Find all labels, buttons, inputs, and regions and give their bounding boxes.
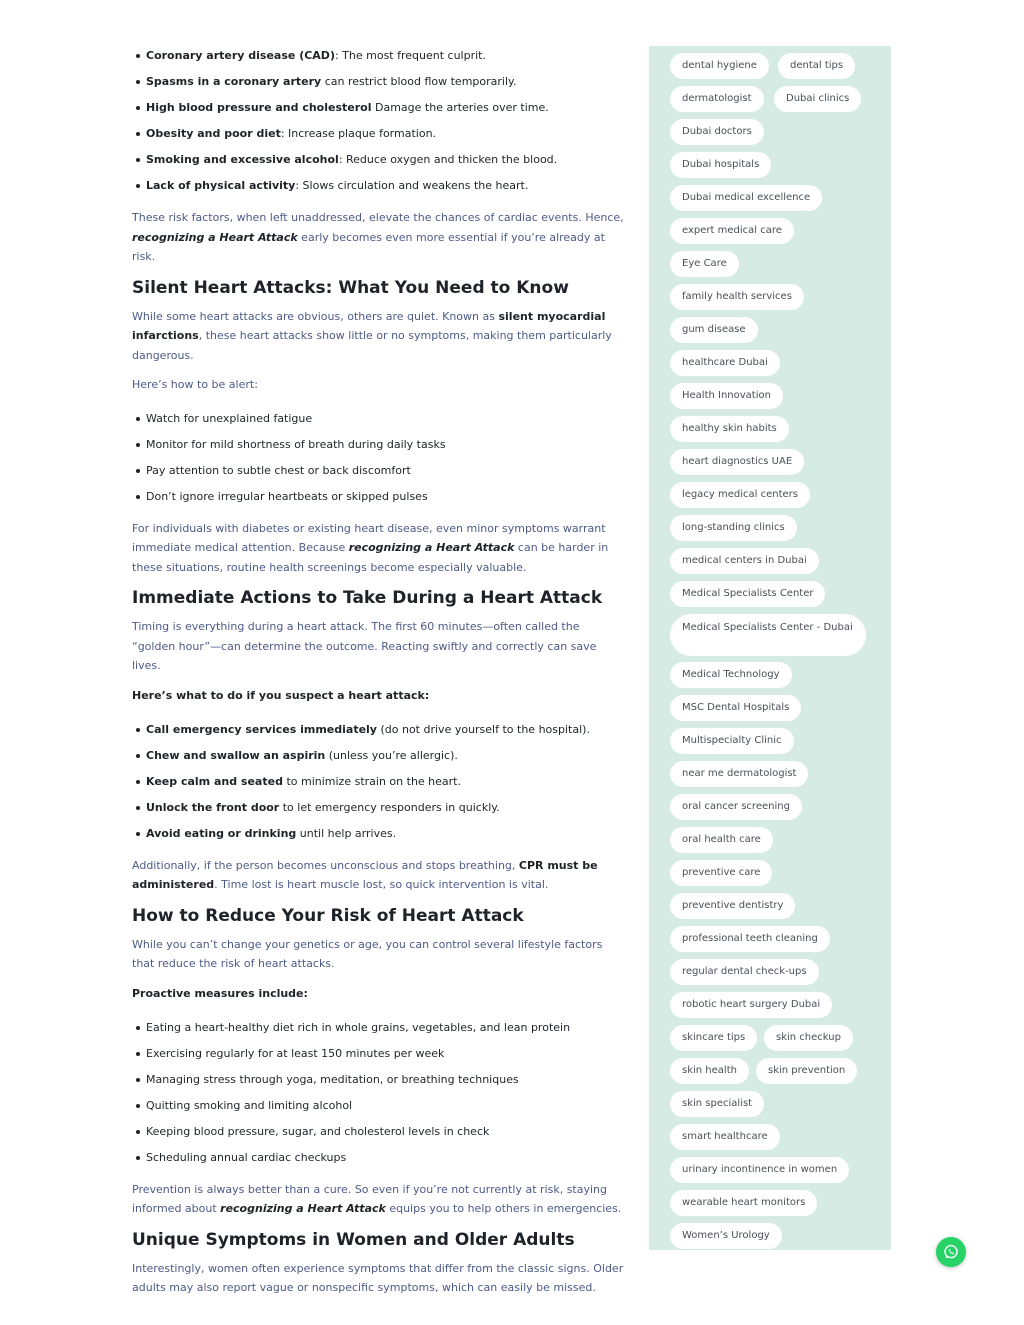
tag-link[interactable]: Women’s Urology [670,1223,782,1249]
list-item: Watch for unexplained fatigue [146,411,626,427]
tag-link[interactable]: skin specialist [670,1091,764,1117]
paragraph-alert: Here’s how to be alert: [132,378,258,391]
tag-cloud-panel [649,46,891,1250]
whatsapp-button[interactable] [936,1237,966,1267]
list-item: Scheduling annual cardiac checkups [146,1150,626,1166]
tag-link[interactable]: Eye Care [670,251,739,277]
heading-reduce-risk: How to Reduce Your Risk of Heart Attack [132,905,524,926]
list-item: Eating a heart-healthy diet rich in whole grains, vegetables, and lean protein [146,1020,626,1036]
emphasis-keyword: recognizing a Heart Attack [132,230,298,244]
emphasis-keyword: recognizing a Heart Attack [348,541,515,554]
article-content [132,44,626,1298]
heading-women-older-adults: Unique Symptoms in Women and Older Adults [132,1229,575,1250]
tag-link[interactable]: wearable heart monitors [670,1190,817,1216]
list-item: Lack of physical activity: Slows circulation and weakens the heart. [146,178,626,194]
lead-measures: Proactive measures include: [132,986,308,1000]
tag-link[interactable]: Dubai clinics [774,86,861,112]
paragraph-genetics: While you can’t change your genetics or age, you can control several lifestyle factors that reduce the risk of heart attacks. [132,937,603,970]
tag-link[interactable]: Medical Specialists Center [670,581,825,607]
measures-list [146,1020,626,1166]
tag-link[interactable]: family health services [670,284,804,310]
tag-link[interactable]: urinary incontinence in women [670,1157,849,1183]
tag-link[interactable]: heart diagnostics UAE [670,449,804,475]
paragraph-timing: Timing is everything during a heart attack. The first 60 minutes—often called the “golden hour”—can determine the outcome. Reacting swiftly and correctly can save lives. [132,620,597,672]
list-item: Avoid eating or drinking until help arrives. [146,826,626,842]
tag-link[interactable]: skincare tips [670,1025,757,1051]
tag-link[interactable]: dermatologist [670,86,764,112]
risk-factors-list [146,48,626,194]
paragraph-women: Interestingly, women often experience symptoms that differ from the classic signs. Older adults may also report vague or nonspecific symptoms, which can easily be missed. [132,1261,624,1294]
tag-link[interactable]: skin checkup [764,1025,853,1051]
tag-link[interactable]: oral health care [670,827,773,853]
list-item: Smoking and excessive alcohol: Reduce oxygen and thicken the blood. [146,152,626,168]
tag-link[interactable]: medical centers in Dubai [670,548,819,574]
list-item: Obesity and poor diet: Increase plaque formation. [146,126,626,142]
paragraph-prevention: Prevention is always better than a cure. So even if you’re not currently at risk, staying informed about recognizing a Heart Attack equips you to help others in emergencies. [132,1182,622,1215]
tag-link[interactable]: expert medical care [670,218,794,244]
paragraph-cpr: Additionally, if the person becomes unconscious and stops breathing, CPR must be administered. Time lost is heart muscle lost, so quick intervention is vital. [132,858,598,891]
list-item: Unlock the front door to let emergency responders in quickly. [146,800,626,816]
paragraph-silent: While some heart attacks are obvious, others are quiet. Known as silent myocardial infarctions, these heart attacks show little or no symptoms, making them particularly dangerous. [132,309,612,362]
heading-silent-heart-attacks: Silent Heart Attacks: What You Need to Know [132,277,569,298]
list-item: Exercising regularly for at least 150 minutes per week [146,1046,626,1062]
tag-link[interactable]: Medical Technology [670,662,792,688]
tag-link[interactable]: healthy skin habits [670,416,789,442]
tag-link[interactable]: preventive care [670,860,772,886]
list-item: Pay attention to subtle chest or back discomfort [146,463,626,479]
tag-link[interactable]: dental hygiene [670,53,769,79]
tag-link[interactable]: Health Innovation [670,383,783,409]
alert-list [146,411,626,505]
tag-link[interactable]: Dubai hospitals [670,152,771,178]
list-item: Don’t ignore irregular heartbeats or skipped pulses [146,489,626,505]
list-item: High blood pressure and cholesterol Damage the arteries over time. [146,100,626,116]
list-item: Keeping blood pressure, sugar, and cholesterol levels in check [146,1124,626,1140]
tag-link[interactable]: near me dermatologist [670,761,808,787]
tag-link[interactable]: skin health [670,1058,749,1084]
tag-link[interactable]: legacy medical centers [670,482,810,508]
list-item: Call emergency services immediately (do not drive yourself to the hospital). [146,722,626,738]
tag-link[interactable]: preventive dentistry [670,893,795,919]
tag-link[interactable]: Multispecialty Clinic [670,728,794,754]
tag-link[interactable]: long-standing clinics [670,515,797,541]
list-item: Keep calm and seated to minimize strain on the heart. [146,774,626,790]
tag-link[interactable]: MSC Dental Hospitals [670,695,801,721]
list-item: Spasms in a coronary artery can restrict blood flow temporarily. [146,74,626,90]
tag-link[interactable]: regular dental check-ups [670,959,819,985]
list-item: Coronary artery disease (CAD): The most frequent culprit. [146,48,626,64]
lead-actions: Here’s what to do if you suspect a heart attack: [132,688,430,702]
whatsapp-icon [943,1244,959,1260]
tag-link[interactable]: smart healthcare [670,1124,780,1150]
heading-immediate-actions: Immediate Actions to Take During a Heart Attack [132,588,603,608]
tag-link[interactable]: professional teeth cleaning [670,926,830,952]
tag-link[interactable]: Medical Specialists Center - Dubai [670,614,866,656]
tag-link[interactable]: oral cancer screening [670,794,802,820]
emphasis-keyword: recognizing a Heart Attack [220,1202,386,1215]
tag-link[interactable]: healthcare Dubai [670,350,780,376]
tag-link[interactable]: robotic heart surgery Dubai [670,992,832,1018]
list-item: Managing stress through yoga, meditation, or breathing techniques [146,1072,626,1088]
paragraph-diabetes: For individuals with diabetes or existing heart disease, even minor symptoms warrant immediate medical attention. Because recognizing a Heart Attack can be harder in these situations, routine health screenings become especially valuable. [132,521,609,574]
list-item: Chew and swallow an aspirin (unless you’re allergic). [146,748,626,764]
tag-link[interactable]: gum disease [670,317,758,343]
tag-link[interactable]: skin prevention [756,1058,857,1084]
list-item: Quitting smoking and limiting alcohol [146,1098,626,1114]
actions-list [146,722,626,842]
tag-link[interactable]: dental tips [778,53,855,79]
tag-link[interactable]: Dubai doctors [670,119,764,145]
paragraph-risk-factors: These risk factors, when left unaddressed, elevate the chances of cardiac events. Hence, recognizing a Heart Attack early becomes even more essential if you’re already at risk. [132,211,624,263]
list-item: Monitor for mild shortness of breath during daily tasks [146,437,626,453]
tag-link[interactable]: Dubai medical excellence [670,185,822,211]
